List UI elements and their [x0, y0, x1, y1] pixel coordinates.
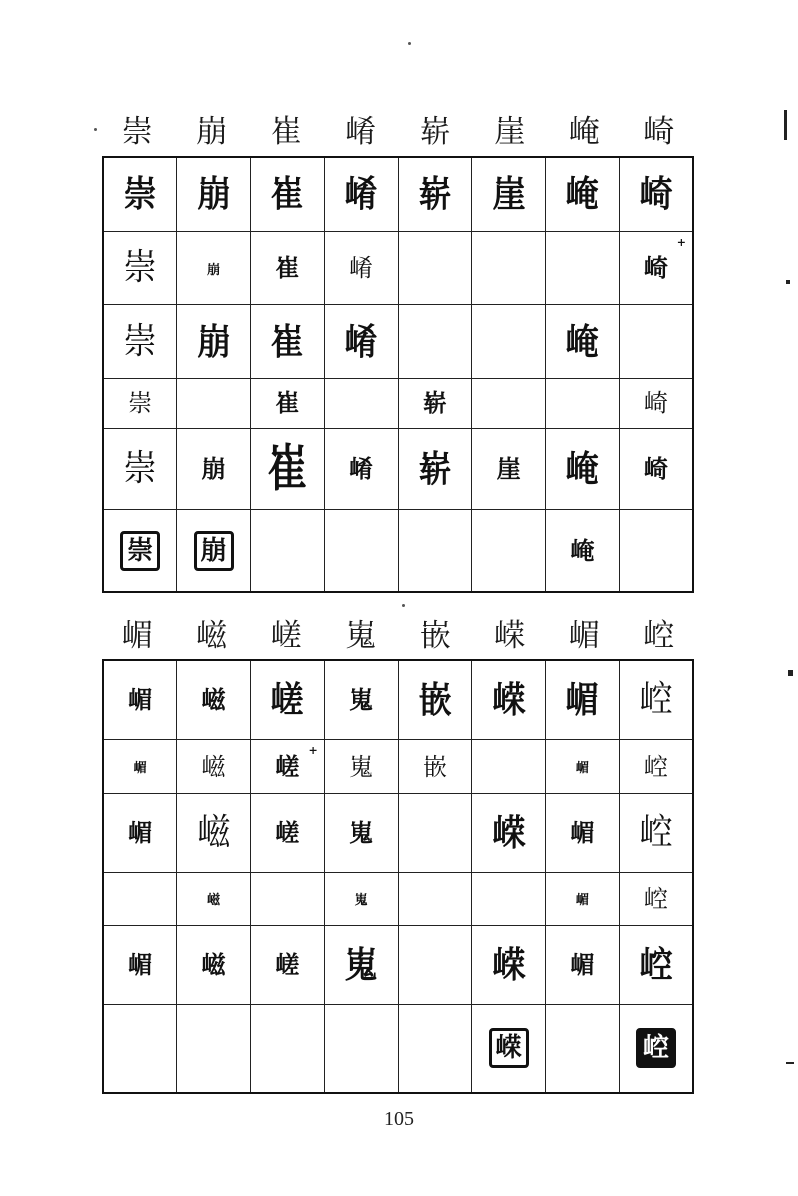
glyph-cell	[546, 1004, 620, 1093]
glyph-cell	[324, 1004, 398, 1093]
glyph-image: 崦	[565, 320, 599, 363]
glyph-cell	[251, 428, 325, 509]
glyph-cell	[177, 793, 251, 872]
glyph-cell	[177, 872, 251, 925]
glyph-cell	[324, 872, 398, 925]
page-number: 105	[384, 1108, 414, 1130]
glyph-cell	[251, 231, 325, 304]
glyph-cell	[324, 660, 398, 740]
glyph-image: 崔	[270, 320, 304, 363]
glyph-image: 嵯	[275, 817, 300, 847]
glyph-cell	[177, 1004, 251, 1093]
glyph-cell	[103, 157, 177, 231]
grid-row	[103, 157, 693, 231]
glyph-cell	[103, 872, 177, 925]
glyph-cell	[103, 305, 177, 378]
glyph-image: 嵘	[492, 943, 526, 986]
header-char: 崔	[270, 114, 302, 150]
header-char: 嵘	[494, 618, 526, 654]
glyph-image: 崆	[639, 943, 673, 986]
plus-mark-icon: +	[676, 235, 686, 249]
glyph-cell	[177, 510, 251, 592]
scan-mark	[788, 670, 793, 676]
glyph-cell	[177, 378, 251, 428]
glyph-image: 嵘	[492, 811, 526, 854]
glyph-cell	[619, 793, 693, 872]
section-2-grid	[102, 659, 694, 1094]
glyph-image: 崔	[275, 388, 300, 418]
scan-dot	[408, 42, 411, 45]
glyph-cell	[546, 378, 620, 428]
glyph-image: 嵘	[492, 679, 526, 722]
glyph-image: 崎	[639, 173, 673, 216]
scan-mark	[786, 280, 790, 284]
glyph-cell	[103, 793, 177, 872]
grid-row	[103, 872, 693, 925]
glyph-image: 崆	[643, 752, 668, 781]
glyph-cell	[177, 926, 251, 1005]
glyph-cell	[472, 231, 546, 304]
glyph-cell	[546, 231, 620, 304]
glyph-image: 嵯	[275, 751, 300, 781]
glyph-cell	[103, 926, 177, 1005]
glyph-image: 嵋	[133, 761, 147, 777]
glyph-image: 嵋	[570, 949, 595, 979]
grid-row	[103, 1004, 693, 1093]
glyph-cell	[472, 793, 546, 872]
glyph-image: 崔	[270, 173, 304, 216]
glyph-cell	[251, 660, 325, 740]
header-char: 嵯	[270, 618, 302, 654]
glyph-image: 崆	[639, 679, 673, 721]
glyph-image: 嵯	[270, 679, 304, 722]
glyph-image: 嵬	[354, 893, 368, 909]
seal-stamp-image: 崇	[120, 531, 160, 571]
glyph-image: 崤	[344, 173, 378, 216]
glyph-cell	[103, 1004, 177, 1093]
grid-row	[103, 926, 693, 1005]
glyph-cell	[472, 510, 546, 592]
scan-mark	[784, 110, 787, 140]
seal-stamp-image: 崩	[194, 531, 234, 571]
grid-row	[103, 305, 693, 378]
glyph-cell	[251, 1004, 325, 1093]
glyph-cell	[177, 157, 251, 231]
glyph-cell	[546, 305, 620, 378]
glyph-cell	[103, 428, 177, 509]
glyph-image: 嵬	[349, 752, 374, 781]
glyph-image: 嵬	[344, 943, 378, 986]
glyph-image: 嵋	[575, 761, 589, 777]
glyph-cell	[177, 660, 251, 740]
glyph-cell	[324, 305, 398, 378]
glyph-cell	[472, 428, 546, 509]
glyph-image: 崔	[275, 253, 300, 283]
header-char: 嵌	[419, 618, 451, 654]
glyph-cell	[398, 231, 472, 304]
glyph-cell	[251, 305, 325, 378]
glyph-cell	[324, 740, 398, 793]
glyph-cell	[251, 510, 325, 592]
glyph-image: 崦	[570, 535, 595, 565]
glyph-cell	[619, 428, 693, 509]
glyph-cell	[398, 926, 472, 1005]
grid-row	[103, 231, 693, 304]
glyph-image: 嵌	[418, 679, 452, 722]
section-2-headers	[100, 616, 696, 656]
glyph-cell	[251, 740, 325, 793]
header-char: 崇	[121, 114, 153, 150]
glyph-cell	[177, 305, 251, 378]
glyph-image: 崇	[123, 320, 157, 362]
glyph-image: 嵋	[575, 893, 589, 909]
glyph-cell	[472, 740, 546, 793]
glyph-cell	[472, 660, 546, 740]
grid-row	[103, 510, 693, 592]
glyph-cell	[546, 793, 620, 872]
glyph-cell	[103, 510, 177, 592]
glyph-cell	[546, 510, 620, 592]
glyph-cell	[619, 1004, 693, 1093]
glyph-cell	[324, 428, 398, 509]
glyph-image: 崖	[492, 173, 526, 216]
glyph-image: 崭	[418, 447, 452, 490]
glyph-cell	[103, 231, 177, 304]
glyph-cell	[177, 428, 251, 509]
grid-row	[103, 378, 693, 428]
glyph-cell	[398, 872, 472, 925]
plus-mark-icon: +	[308, 744, 318, 758]
glyph-image: 嵋	[570, 817, 595, 847]
scan-mark	[786, 1062, 794, 1064]
section-1-headers	[100, 112, 696, 152]
glyph-cell	[251, 872, 325, 925]
glyph-cell	[619, 872, 693, 925]
grid-row	[103, 660, 693, 740]
glyph-cell	[546, 428, 620, 509]
section-1-grid	[102, 156, 694, 593]
header-char: 崦	[568, 114, 600, 150]
glyph-cell	[398, 1004, 472, 1093]
header-char: 嵫	[196, 618, 228, 654]
glyph-image: 嵋	[565, 679, 599, 722]
glyph-cell	[619, 378, 693, 428]
glyph-cell	[324, 231, 398, 304]
header-char: 嵋	[121, 618, 153, 654]
grid-row	[103, 793, 693, 872]
glyph-cell	[324, 926, 398, 1005]
header-char: 嵬	[345, 618, 377, 654]
glyph-image: 崆	[643, 884, 668, 913]
glyph-image: 嵫	[207, 893, 221, 909]
glyph-image: 崦	[565, 173, 599, 216]
glyph-cell	[177, 740, 251, 793]
header-char: 崖	[494, 114, 526, 150]
glyph-cell	[472, 926, 546, 1005]
header-char: 崎	[643, 114, 675, 150]
glyph-image: 嵯	[275, 949, 300, 979]
glyph-image: 嵫	[197, 811, 231, 853]
glyph-cell	[619, 305, 693, 378]
glyph-image: 崩	[207, 262, 221, 278]
glyph-cell	[398, 660, 472, 740]
glyph-image: 嵋	[128, 685, 153, 715]
glyph-cell	[103, 740, 177, 793]
glyph-cell	[398, 305, 472, 378]
glyph-cell	[251, 157, 325, 231]
glyph-image: 嵫	[201, 949, 226, 979]
scan-dot	[94, 128, 97, 131]
glyph-image: 崦	[565, 447, 599, 490]
glyph-image: 崤	[349, 254, 374, 283]
glyph-cell	[398, 428, 472, 509]
glyph-cell	[619, 740, 693, 793]
glyph-cell	[324, 378, 398, 428]
glyph-cell	[472, 378, 546, 428]
glyph-cell	[398, 157, 472, 231]
glyph-image: 崎	[643, 253, 668, 283]
header-char: 崆	[643, 618, 675, 654]
glyph-image: 崭	[418, 173, 452, 216]
glyph-cell	[251, 926, 325, 1005]
header-char: 崤	[345, 114, 377, 150]
glyph-image: 崇	[123, 173, 157, 216]
header-char: 崭	[419, 114, 451, 150]
glyph-image: 崤	[344, 320, 378, 363]
glyph-image: 崖	[496, 453, 521, 483]
glyph-image: 崇	[128, 389, 153, 418]
glyph-cell	[177, 231, 251, 304]
glyph-image: 嵋	[128, 949, 153, 979]
glyph-cell	[472, 157, 546, 231]
scan-dot	[402, 604, 405, 607]
glyph-cell	[324, 157, 398, 231]
glyph-cell	[619, 231, 693, 304]
seal-stamp-image: 崆	[636, 1028, 676, 1068]
glyph-cell	[619, 510, 693, 592]
glyph-image: 崭	[422, 388, 447, 418]
glyph-image: 崇	[123, 247, 157, 289]
header-char: 嵋	[568, 618, 600, 654]
glyph-cell	[103, 378, 177, 428]
glyph-image: 嵬	[349, 817, 374, 847]
glyph-cell	[251, 793, 325, 872]
glyph-cell	[398, 510, 472, 592]
glyph-cell	[619, 926, 693, 1005]
glyph-image: 崩	[197, 320, 231, 363]
glyph-cell	[398, 793, 472, 872]
glyph-image: 崎	[643, 389, 668, 418]
glyph-cell	[546, 872, 620, 925]
header-char: 崩	[196, 114, 228, 150]
glyph-cell	[546, 740, 620, 793]
glyph-cell	[619, 157, 693, 231]
glyph-cell	[546, 926, 620, 1005]
glyph-image: 崔	[267, 438, 308, 498]
glyph-image: 嵌	[422, 752, 447, 781]
glyph-cell	[398, 740, 472, 793]
glyph-cell	[546, 660, 620, 740]
grid-row	[103, 428, 693, 509]
glyph-image: 崤	[349, 453, 374, 483]
glyph-cell	[324, 793, 398, 872]
glyph-cell	[472, 872, 546, 925]
glyph-image: 崇	[123, 447, 157, 489]
grid-row	[103, 740, 693, 793]
glyph-image: 嵫	[201, 685, 226, 715]
glyph-cell	[546, 157, 620, 231]
glyph-cell	[472, 1004, 546, 1093]
glyph-cell	[251, 378, 325, 428]
glyph-cell	[103, 660, 177, 740]
glyph-cell	[324, 510, 398, 592]
glyph-cell	[398, 378, 472, 428]
glyph-image: 崎	[643, 453, 668, 483]
glyph-image: 嵋	[128, 817, 153, 847]
glyph-cell	[472, 305, 546, 378]
glyph-cell	[619, 660, 693, 740]
glyph-image: 嵫	[201, 752, 226, 781]
glyph-image: 崆	[639, 811, 673, 853]
glyph-image: 崩	[201, 453, 226, 483]
glyph-image: 崩	[197, 173, 231, 216]
seal-stamp-image: 嵘	[489, 1028, 529, 1068]
glyph-image: 嵬	[349, 685, 374, 715]
